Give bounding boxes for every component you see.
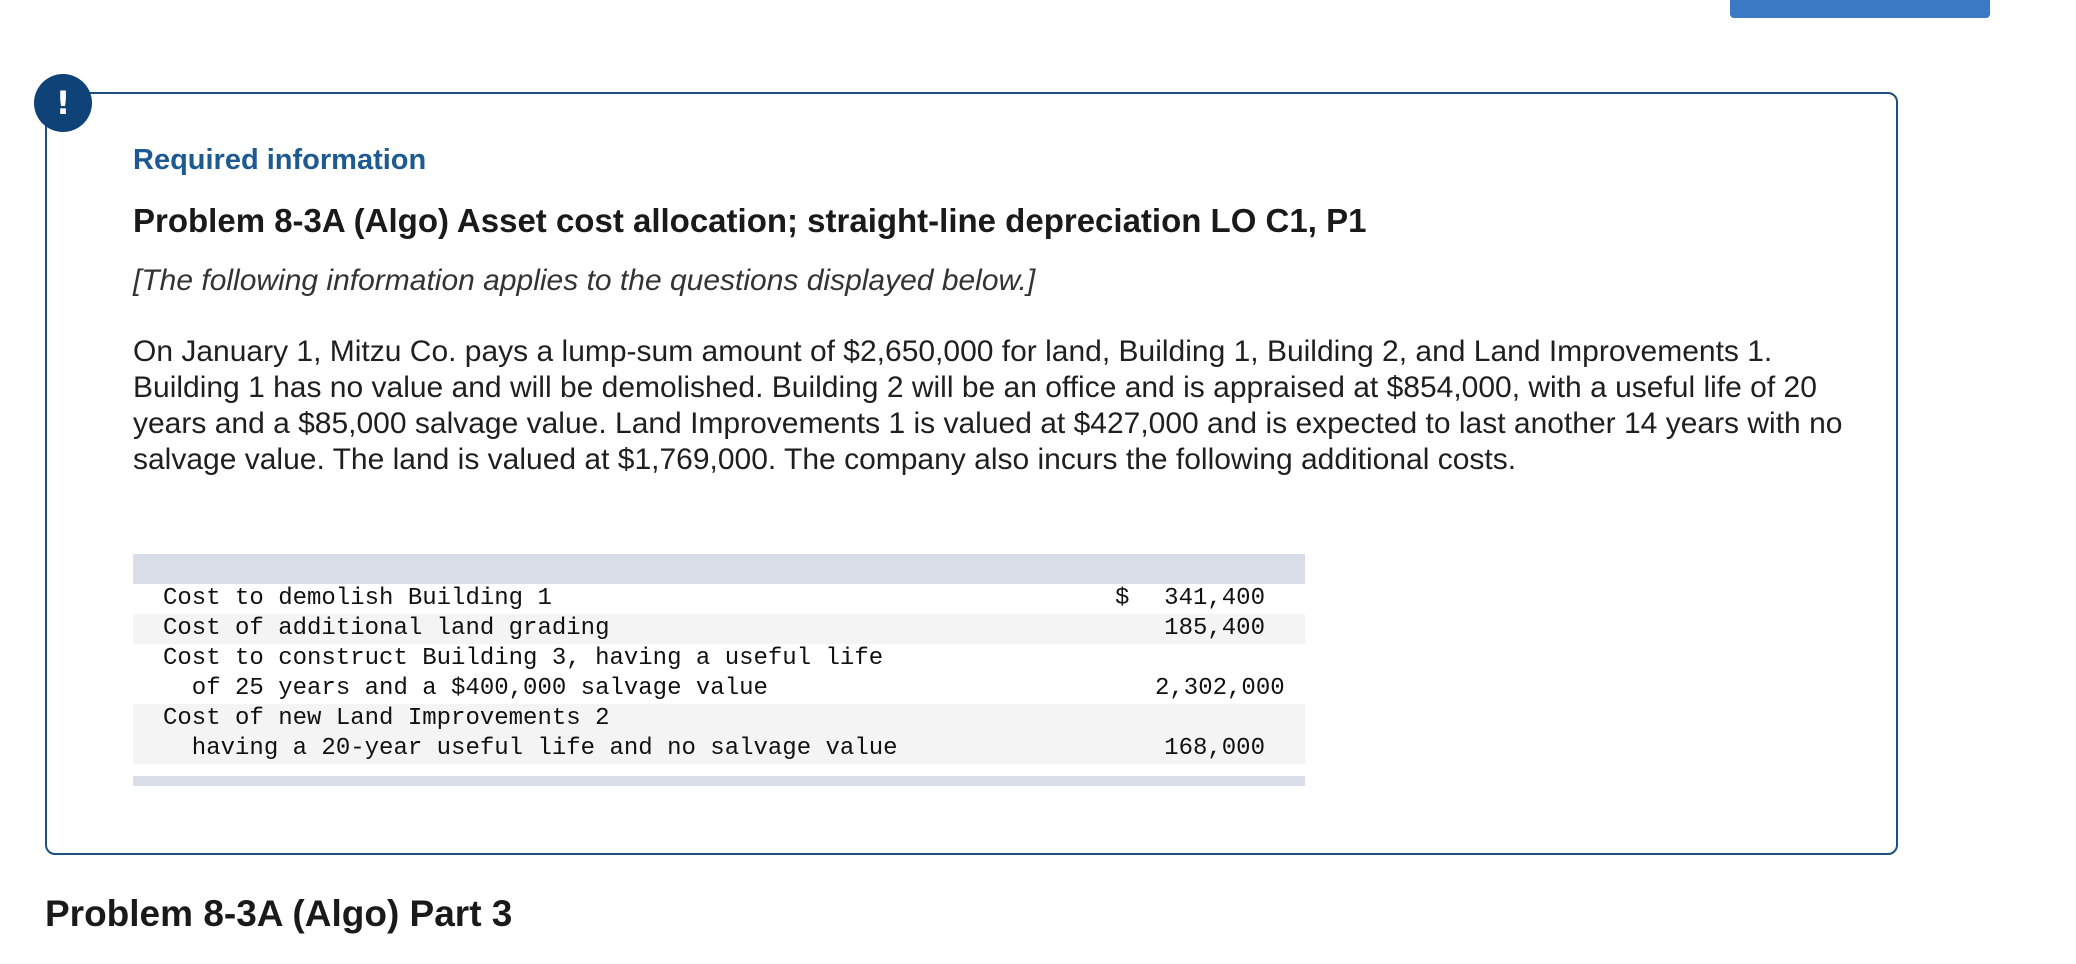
intro-note: [The following information applies to the questions displayed below.]: [133, 264, 1036, 297]
row-amount: 341,400: [1164, 585, 1265, 612]
row-amount: 185,400: [1164, 615, 1265, 642]
problem-title: Problem 8-3A (Algo) Asset cost allocation; straight-line depreciation LO C1, P1: [133, 202, 1367, 239]
table-footer-band: [133, 776, 1305, 786]
row-description: Cost to construct Building 3, having a useful life of 25 years and a $400,000 salvage value: [163, 645, 884, 702]
table-row: [133, 644, 1305, 704]
additional-costs-table: [133, 554, 1305, 786]
table-row: [133, 614, 1305, 644]
alert-icon: !: [34, 74, 92, 132]
required-information-box: [45, 92, 1898, 855]
required-information-label: Required information: [133, 144, 427, 176]
row-description: Cost of new Land Improvements 2 having a 20-year useful life and no salvage value: [163, 705, 898, 762]
row-description: Cost to demolish Building 1: [163, 585, 552, 612]
row-amount: 168,000: [1164, 735, 1265, 762]
part-heading: Problem 8-3A (Algo) Part 3: [45, 893, 513, 934]
row-description: Cost of additional land grading: [163, 615, 610, 642]
currency-symbol: $: [1115, 585, 1130, 612]
problem-description: On January 1, Mitzu Co. pays a lump-sum amount of $2,650,000 for land, Building 1, Building 2, and Land Improvements 1. Building 1 has no value and will be demolished. Building 2 will be an office and is appraised at $854,000, with a useful life of 20 years and a $85,000 salvage value. Land Improvements 1 is valued at $427,000 and is expected to last another 14 years with no salvage value. The land is valued at $1,769,000. The company also incurs the following additional costs.: [133, 335, 1843, 476]
table-header-band: [133, 554, 1305, 584]
table-row: [133, 704, 1305, 764]
table-row: [133, 584, 1305, 614]
row-amount: 2,302,000: [1155, 675, 1285, 702]
top-action-button[interactable]: [1730, 0, 1990, 18]
